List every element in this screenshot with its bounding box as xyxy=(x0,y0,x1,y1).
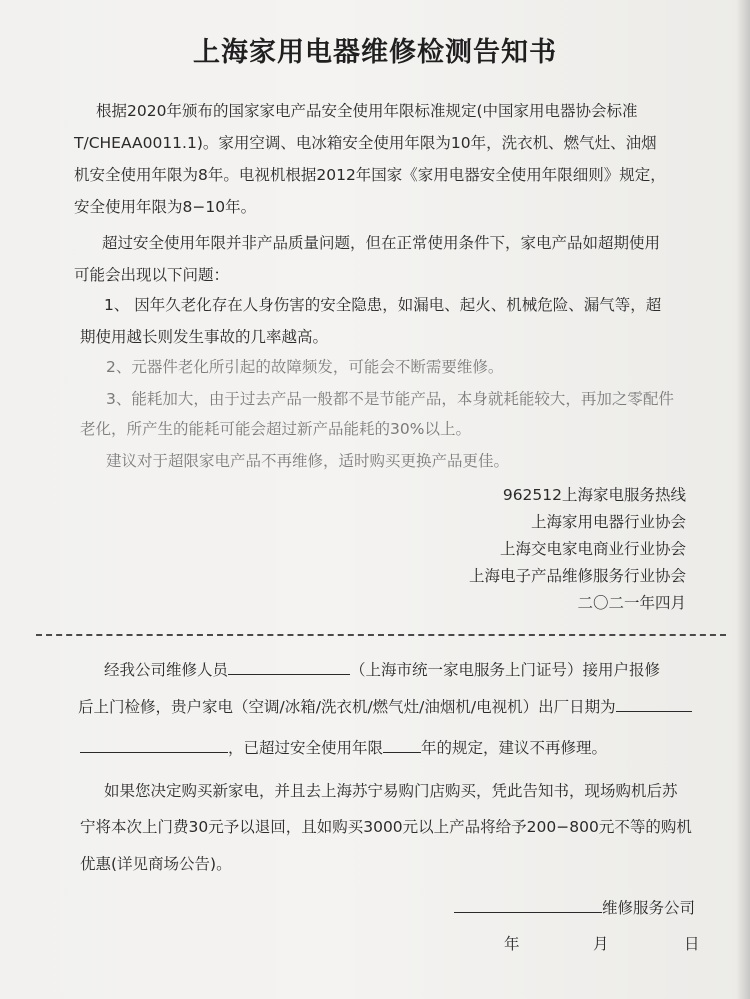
form-l3-suffix: 年的规定，建议不再修理。 xyxy=(421,739,608,757)
offer-line1: 如果您决定购买新家电，并且去上海苏宁易购门店购买，凭此告知书，现场购机后苏 xyxy=(104,782,678,800)
para1-line3: 机安全使用年限为8年。电视机根据2012年国家《家用电器安全使用年限细则》规定， xyxy=(74,166,666,184)
sig-hotline: 962512上海家电服务热线 xyxy=(502,486,686,504)
safe-years-field[interactable] xyxy=(383,734,421,753)
form-l1-prefix: 经我公司维修人员 xyxy=(104,661,229,679)
company-line xyxy=(454,893,714,924)
sig-commerce-association: 上海交电家电商业行业协会 xyxy=(499,540,686,558)
technician-name-field[interactable] xyxy=(228,656,350,675)
date-month-label: 月 xyxy=(593,935,609,953)
manufacture-date-field-2[interactable] xyxy=(80,734,228,753)
cut-line xyxy=(36,634,726,636)
form-line2 xyxy=(78,692,698,723)
page-title: 上海家用电器维修检测告知书 xyxy=(193,37,557,68)
para2-line2: 可能会出现以下问题： xyxy=(74,266,230,284)
suggestion-line: 建议对于超限家电产品不再维修，适时购买更换产品更佳。 xyxy=(106,452,510,470)
sig-repair-association: 上海电子产品维修服务行业协会 xyxy=(468,567,686,585)
para1-line1: 根据2020年颁布的国家家电产品安全使用年限标准规定(中国家用电器协会标准 xyxy=(96,102,638,120)
form-l2-text: 后上门检修，贵户家电（空调/冰箱/洗衣机/燃气灶/油烟机/电视机）出厂日期为 xyxy=(78,698,616,716)
para1-line4: 安全使用年限为8−10年。 xyxy=(74,198,257,216)
offer-line2: 宁将本次上门费30元予以退回，且如购买3000元以上产品将给予200−800元不等的购机 xyxy=(80,818,692,836)
item1-line1: 1、 因年久老化存在人身伤害的安全隐患，如漏电、起火、机械危险、漏气等，超 xyxy=(104,296,662,314)
item3-line1: 3、能耗加大，由于过去产品一般都不是节能产品，本身就耗能较大，再加之零配件 xyxy=(106,390,674,408)
date-day-label: 日 xyxy=(684,935,700,953)
company-label: 维修服务公司 xyxy=(602,899,696,917)
para1-line2: T/CHEAA0011.1)。家用空调、电冰箱安全使用年限为10年，洗衣机、燃气灶、油烟 xyxy=(74,134,657,152)
manufacture-date-field[interactable] xyxy=(616,693,692,712)
sig-date: 二〇二一年四月 xyxy=(577,594,686,612)
para2-line1: 超过安全使用年限并非产品质量问题，但在正常使用条件下，家电产品如超期使用 xyxy=(102,234,661,252)
company-name-field[interactable] xyxy=(454,894,602,913)
sig-appliance-association: 上海家用电器行业协会 xyxy=(530,513,686,531)
item2-line: 2、元器件老化所引起的故障频发，可能会不断需要维修。 xyxy=(106,358,504,376)
form-l3-middle: ，已超过安全使用年限 xyxy=(228,739,384,757)
form-l1-suffix: （上海市统一家电服务上门证号）接用户报修 xyxy=(350,661,661,679)
offer-line3: 优惠(详见商场公告)。 xyxy=(80,855,232,873)
item3-line2: 老化，所产生的能耗可能会超过新产品能耗的30%以上。 xyxy=(80,420,471,438)
form-line1 xyxy=(104,655,724,686)
page-edge-shadow xyxy=(736,0,750,999)
form-line3 xyxy=(80,733,700,764)
item1-line2: 期使用越长则发生事故的几率越高。 xyxy=(80,328,329,346)
date-year-label: 年 xyxy=(504,935,520,953)
